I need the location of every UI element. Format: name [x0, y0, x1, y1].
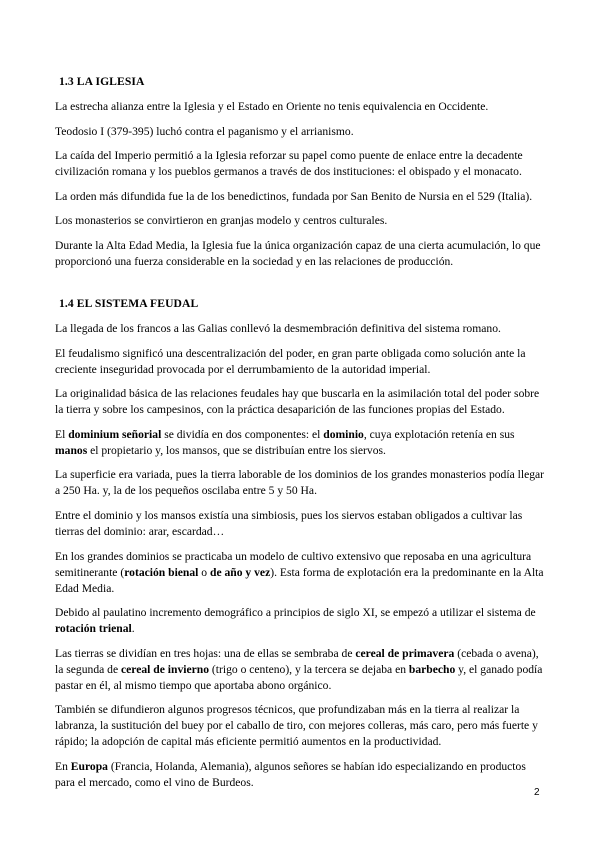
text-run: La orden más difundida fue la de los benedictinos, fundada por San Benito de Nursia en el 529 (Italia). [55, 189, 533, 203]
text-run: Durante la Alta Edad Media, la Iglesia fue la única organización capaz de una cierta acumulación, lo que proporcionó una fuerza considerable en la sociedad y en las relaciones de producción. [55, 238, 541, 268]
text-run: el propietario y, los mansos, que se distribuían entre los siervos. [87, 443, 386, 457]
text-run: La estrecha alianza entre la Iglesia y el Estado en Oriente no tenis equivalencia en Occidente. [55, 100, 489, 113]
text-run: o [198, 565, 210, 579]
text-run: La originalidad básica de las relaciones feudales hay que buscarla en la asimilación total del poder sobre la tierra y sobre los campesinos, con la práctica desaparición de las funciones propias del Estado. [55, 387, 540, 417]
text-run: El feudalismo significó una descentralización del poder, en gran parte obligada como solución ante la creciente inseguridad provocada por el derrumbamiento de la autoridad imperial. [55, 346, 526, 376]
text-run: (trigo o centeno), y la tercera se dejaba en [209, 662, 409, 676]
paragraph [55, 189, 545, 205]
section-body [55, 321, 545, 791]
text-run: ). Esta forma de explotación era la predominante en la Alta Edad Media. [55, 565, 544, 595]
text-run: La caída del Imperio permitió a la Iglesia reforzar su papel como puente de enlace entre la decadente civilización romana y los pueblos germanos a través de dos instituciones: el obispado y el monacato. [55, 149, 523, 179]
paragraph [55, 386, 545, 418]
paragraph [55, 238, 545, 270]
paragraph [55, 549, 545, 597]
paragraph [55, 646, 545, 694]
text-run: Teodosio I (379-395) luchó contra el paganismo y el arrianismo. [55, 124, 354, 138]
paragraph [55, 508, 545, 540]
text-run: En los grandes dominios se practicaba un modelo de cultivo extensivo que reposaba en una agricultura semitinerante ( [55, 549, 532, 579]
text-run: , cuya explotación retenía en sus [363, 427, 515, 441]
paragraph [55, 321, 545, 337]
bold-term: rotación trienal [55, 622, 132, 636]
section-heading: 1.3 LA IGLESIA [59, 75, 145, 88]
page-content [55, 74, 545, 800]
paragraph [55, 148, 545, 180]
text-run: (cebada o avena), la segunda de [55, 646, 539, 676]
bold-term: manos [55, 443, 88, 457]
paragraph [55, 759, 545, 791]
paragraph [55, 427, 545, 459]
paragraph [55, 605, 545, 637]
paragraph [55, 124, 545, 140]
page-number: 2 [534, 787, 540, 798]
bold-term: Europa [70, 759, 108, 773]
bold-term: cereal de primavera [355, 646, 455, 660]
bold-term: cereal de invierno [121, 662, 210, 676]
text-run: En [55, 759, 71, 773]
text-run: . [131, 622, 135, 636]
paragraph [55, 213, 545, 229]
bold-term: dominio [323, 427, 364, 441]
bold-term: barbecho [408, 662, 456, 676]
text-run: y, el ganado podía pastar en él, al mismo tiempo que aportaba abono orgánico. [55, 662, 543, 692]
paragraph [55, 99, 545, 115]
text-run: Las tierras se dividían en tres hojas: una de ellas se sembraba de [55, 646, 356, 660]
text-run: El [55, 427, 69, 441]
text-run: Debido al paulatino incremento demográfico a principios de siglo XI, se empezó a utilizar el sistema de [55, 606, 536, 620]
section-sistema-feudal [55, 296, 545, 791]
paragraph [55, 702, 545, 750]
text-run: se dividía en dos componentes: el [161, 427, 324, 441]
text-run: La superficie era variada, pues la tierra laborable de los dominios de los grandes monasterios podía llegar a 250 Ha. y, la de los pequeños oscilaba entre 5 y 50 Ha. [55, 468, 545, 498]
section-la-iglesia [55, 74, 545, 270]
bold-term: rotación bienal [124, 565, 199, 579]
text-run: (Francia, Holanda, Alemania), algunos señores se habían ido especializando en productos para el mercado, como el vino de Burdeos. [55, 759, 526, 789]
bold-term: de año y vez [210, 565, 271, 579]
paragraph [55, 467, 545, 499]
paragraph [55, 346, 545, 378]
section-heading: 1.4 EL SISTEMA FEUDAL [59, 296, 199, 310]
bold-term: dominium señorial [68, 427, 162, 441]
text-run: La llegada de los francos a las Galias conllevó la desmembración definitiva del sistema romano. [55, 321, 501, 335]
text-run: También se difundieron algunos progresos técnicos, que profundizaban más en la tierra al realizar la labranza, la sustitución del buey por el caballo de tiro, con mejores colleras, más caro, pero más fuerte y rápido; la adopción de capital más eficiente permitió aumentos en la productividad. [55, 703, 538, 749]
section-body [55, 99, 545, 270]
text-run: Los monasterios se convirtieron en granjas modelo y centros culturales. [55, 214, 388, 228]
text-run: Entre el dominio y los mansos existía una simbiosis, pues los siervos estaban obligados a cultivar las tierras del dominio: arar, escardad… [55, 508, 523, 538]
